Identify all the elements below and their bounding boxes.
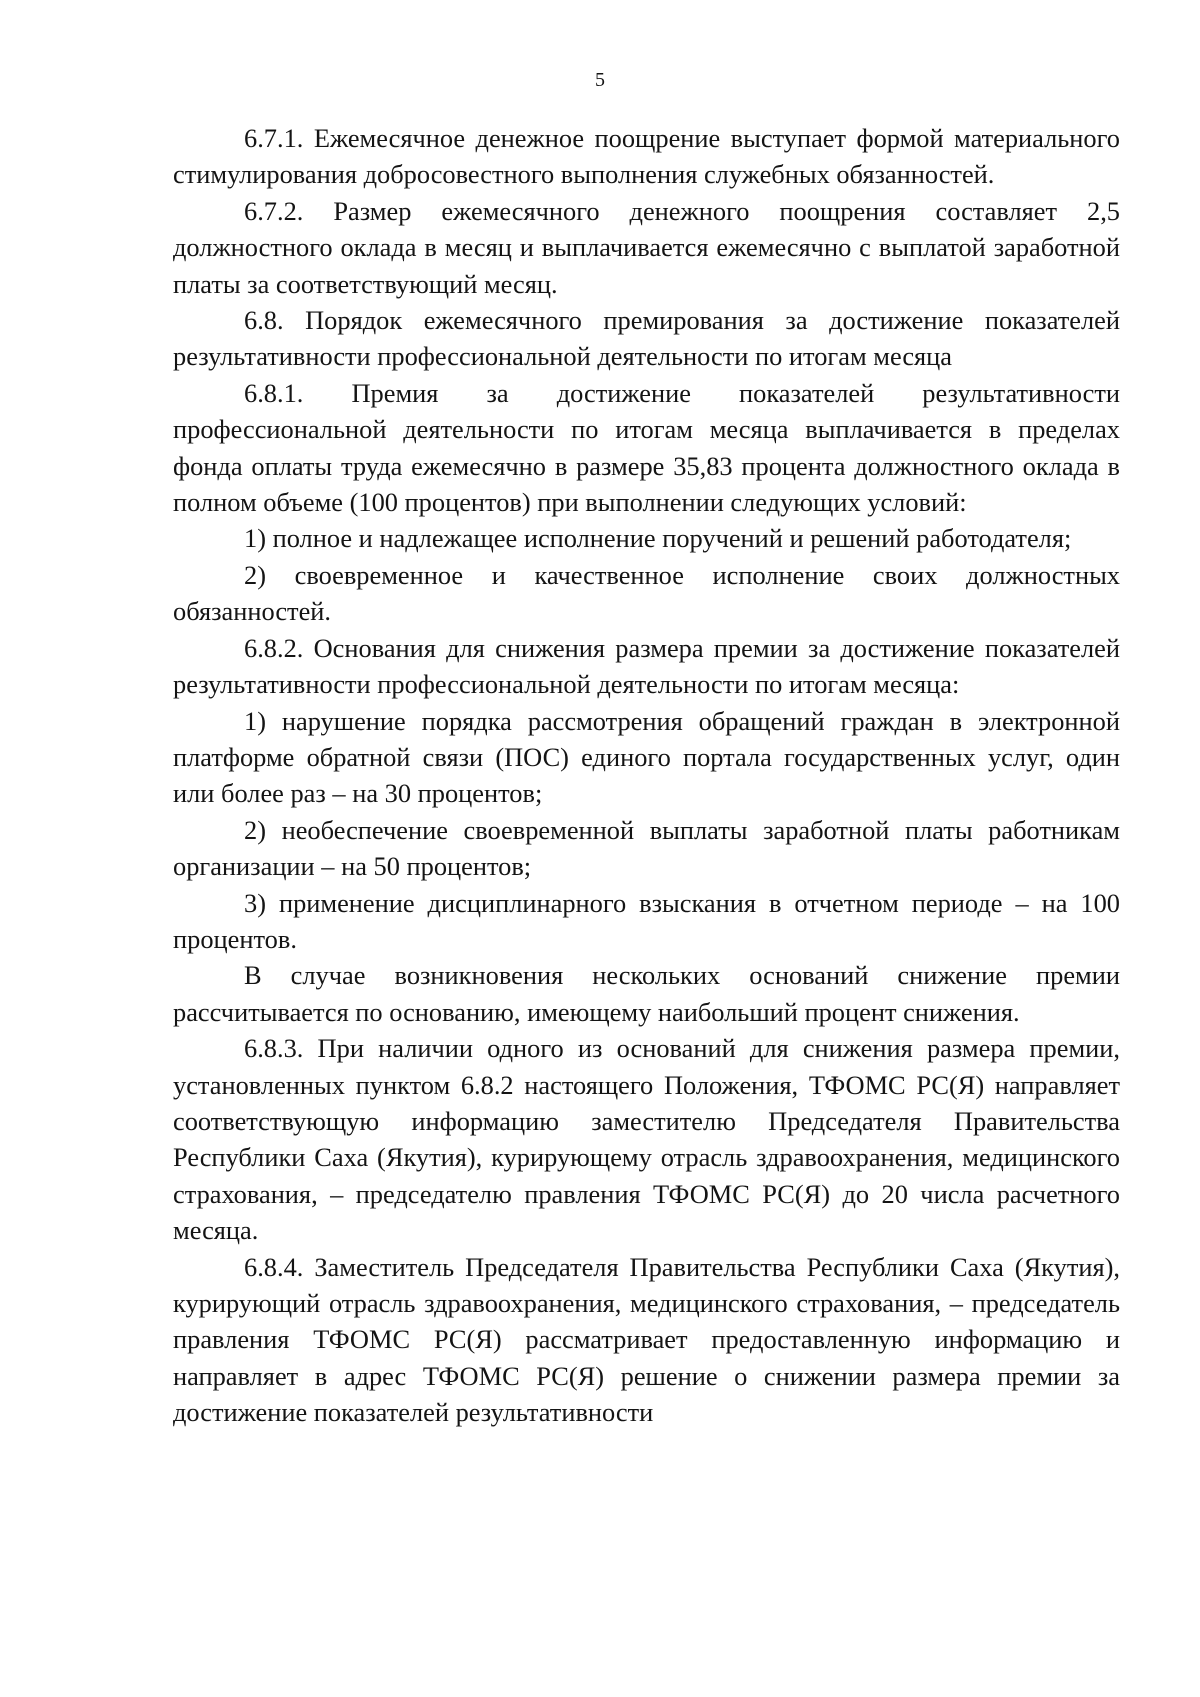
paragraph-6-7-2: 6.7.2. Размер ежемесячного денежного поощрения составляет 2,5 должностного оклада в месяц и выплачивается ежемесячно с выплатой заработной платы за соответствующий месяц. [173,195,1120,299]
paragraph-multiple-grounds: В случае возникновения нескольких оснований снижение премии рассчитывается по основанию, имеющему наибольший процент снижения. [173,960,1120,1027]
page-number: 5 [595,69,605,91]
paragraph-6-8-3: 6.8.3. При наличии одного из оснований для снижения размера премии, установленных пунктом 6.8.2 настоящего Положения, ТФОМС РС(Я) направляет соответствующую информацию заместителю Председателя Правительства Республики Саха (Якутия), курирующему отрасль здравоохранения, медицинского страхования, – председателю правления ТФОМС РС(Я) до 20 числа расчетного месяца. [173,1033,1120,1246]
paragraph-6-8-1: 6.8.1. Премия за достижение показателей результативности профессиональной деятельности по итогам месяца выплачивается в пределах фонда оплаты труда ежемесячно в размере 35,83 процента должностного оклада в полном объеме (100 процентов) при выполнении следующих условий: [173,377,1120,518]
paragraph-6-8-4: 6.8.4. Заместитель Председателя Правительства Республики Саха (Якутия), курирующий отрасль здравоохранения, медицинского страхования, – председатель правления ТФОМС РС(Я) рассматривает предоставленную информацию и направляет в адрес ТФОМС РС(Я) решение о снижении размера премии за достижение показателей результативности [173,1251,1120,1428]
list-item-reduction-2: 2) необеспечение своевременной выплаты заработной платы работникам организации – на 50 процентов; [173,814,1120,882]
paragraph-6-7-1: 6.7.1. Ежемесячное денежное поощрение выступает формой материального стимулирования добросовестного выполнения служебных обязанностей. [173,123,1120,190]
paragraph-6-8: 6.8. Порядок ежемесячного премирования за достижение показателей результативности профессиональной деятельности по итогам месяца [173,305,1120,372]
document-body [173,120,1120,1431]
paragraph-6-8-2: 6.8.2. Основания для снижения размера премии за достижение показателей результативности профессиональной деятельности по итогам месяца: [173,632,1120,700]
list-item-reduction-3: 3) применение дисциплинарного взыскания в отчетном периоде – на 100 процентов. [173,887,1120,954]
list-item-condition-1: 1) полное и надлежащее исполнение поручений и решений работодателя; [244,523,1072,554]
list-item-condition-2: 2) своевременное и качественное исполнение своих должностных обязанностей. [173,559,1120,627]
list-item-reduction-1: 1) нарушение порядка рассмотрения обращений граждан в электронной платформе обратной связи (ПОС) единого портала государственных услуг, один или более раз – на 30 процентов; [173,705,1120,809]
